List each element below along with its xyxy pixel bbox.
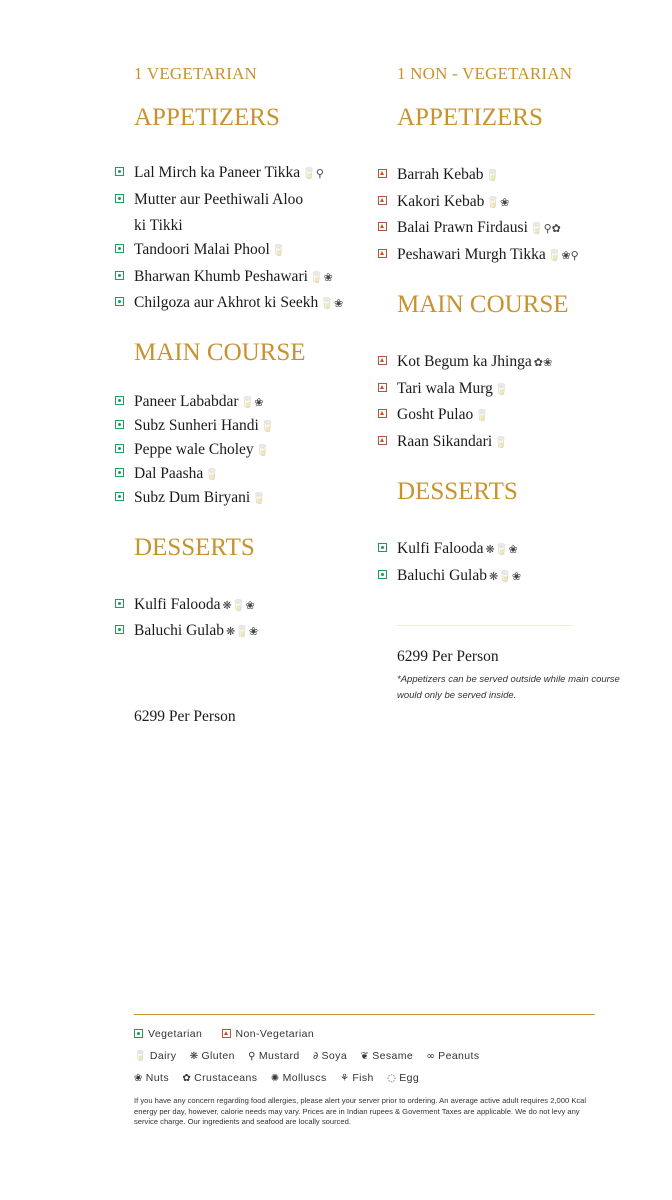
- divider: [397, 625, 573, 626]
- section-title-appetizers: APPETIZERS: [397, 104, 543, 131]
- menu-item: [397, 429, 508, 456]
- allergen-icons: 🥛❀⚲: [547, 249, 579, 262]
- menu-item: [397, 402, 489, 429]
- veg-marker-icon: [378, 543, 387, 552]
- category-vegetarian: 1 VEGETARIAN: [134, 64, 258, 83]
- allergen-icons: ❋🥛❀: [222, 599, 255, 612]
- menu-item: [134, 264, 333, 291]
- nonveg-marker-icon: [378, 409, 387, 418]
- nonveg-marker-icon: [222, 1029, 231, 1038]
- allergen-icons: 🥛: [205, 468, 219, 481]
- peanut-icon: ∞: [426, 1051, 436, 1062]
- fish-icon: ⚘: [339, 1073, 350, 1084]
- legend-dairy: 🥛 Dairy: [134, 1050, 177, 1062]
- item-name: ki Tikki: [134, 217, 183, 234]
- soy-bean-icon: ∂: [312, 1051, 319, 1062]
- price: 6299 Per Person: [134, 708, 236, 725]
- item-name: Mutter aur Peethiwali Aloo: [134, 191, 304, 208]
- veg-marker-icon: [115, 625, 124, 634]
- item-name: Paneer Lababdar: [134, 393, 239, 410]
- menu-item: [134, 592, 255, 619]
- allergen-icons: 🥛: [494, 383, 509, 396]
- allergen-icons: 🥛❀: [486, 196, 510, 209]
- item-name: Bharwan Khumb Peshawari: [134, 268, 308, 285]
- item-name: Dal Paasha: [134, 465, 204, 482]
- item-name: Lal Mirch ka Paneer Tikka: [134, 164, 301, 181]
- menu-item: [134, 485, 266, 512]
- item-name: Subz Sunheri Handi: [134, 417, 259, 434]
- menu-item: [397, 376, 509, 403]
- allergen-icons: ❋🥛❀: [225, 625, 259, 638]
- item-name: Baluchi Gulab: [397, 567, 487, 584]
- item-name: Kakori Kebab: [397, 193, 485, 210]
- legend-row-diet: [134, 1028, 324, 1040]
- allergen-icons: ✿❀: [533, 356, 553, 369]
- veg-marker-icon: [115, 599, 124, 608]
- item-name: Chilgoza aur Akhrot ki Seekh: [134, 294, 319, 311]
- legend-egg: ◌ Egg: [387, 1072, 420, 1084]
- veg-marker-icon: [115, 167, 124, 176]
- legend-crustaceans: ✿ Crustaceans: [182, 1072, 258, 1084]
- item-name: Peppe wale Choley: [134, 441, 254, 458]
- shell-icon: ✺: [270, 1073, 280, 1084]
- item-name: Baluchi Gulab: [134, 622, 224, 639]
- allergen-icons: 🥛: [494, 436, 508, 449]
- allergen-icons: 🥛: [255, 444, 270, 457]
- menu-item: [134, 290, 343, 317]
- veg-marker-icon: [115, 396, 124, 405]
- section-title-main-course: MAIN COURSE: [397, 291, 569, 318]
- section-title-desserts: DESSERTS: [397, 478, 518, 505]
- veg-marker-icon: [378, 570, 387, 579]
- allergen-icons: 🥛: [485, 169, 500, 182]
- veg-marker-icon: [115, 420, 124, 429]
- menu-item: [397, 162, 499, 189]
- legend-peanuts: ∞ Peanuts: [426, 1050, 480, 1062]
- veg-marker-icon: [115, 468, 124, 477]
- service-note: *Appetizers can be served outside while main course would only be served inside.: [397, 674, 620, 701]
- category-non-vegetarian: 1 NON - VEGETARIAN: [397, 64, 573, 83]
- section-title-main-course: MAIN COURSE: [134, 339, 306, 366]
- item-name: Barrah Kebab: [397, 166, 484, 183]
- item-name: Tandoori Malai Phool: [134, 241, 270, 258]
- menu-item: [134, 437, 269, 464]
- allergen-icons: 🥛❀: [320, 297, 344, 310]
- nonveg-marker-icon: [378, 249, 387, 258]
- menu-item: [134, 413, 275, 440]
- legend-nuts: ❀ Nuts: [134, 1072, 169, 1084]
- nonveg-marker-icon: [378, 222, 387, 231]
- item-name: Kot Begum ka Jhinga: [397, 353, 532, 370]
- menu-item: [397, 189, 509, 216]
- sesame-icon: ❦: [360, 1051, 370, 1062]
- milk-bottle-icon: 🥛: [134, 1051, 147, 1062]
- menu-item: [134, 389, 264, 416]
- menu-item-continued: [134, 213, 183, 239]
- menu-item: [134, 461, 219, 488]
- menu-item: [397, 242, 579, 269]
- item-name: Kulfi Falooda: [397, 540, 484, 557]
- veg-marker-icon: [115, 297, 124, 306]
- disclaimer-text: If you have any concern regarding food allergies, please alert your server prior to ordering. An average active adult requires 2,000 Kcal energy per day, however, calorie needs may vary. Prices are in Indian rupees & Goverment Taxes are applicable. We do not levy any service charge. Our ingredients and seafood are locally sourced.: [134, 1096, 587, 1126]
- price: 6299 Per Person: [397, 648, 499, 665]
- menu-item: [134, 160, 324, 187]
- item-name: Balai Prawn Firdausi: [397, 219, 528, 236]
- item-name: Tari wala Murg: [397, 380, 493, 397]
- menu-item: [134, 618, 258, 645]
- allergen-icons: ❋🥛❀: [485, 543, 518, 556]
- nonveg-marker-icon: [378, 383, 387, 392]
- legend-non-vegetarian: Non-Vegetarian: [222, 1028, 315, 1040]
- legend-fish: ⚘ Fish: [339, 1072, 374, 1084]
- menu-item: [397, 536, 518, 563]
- item-name: Peshawari Murgh Tikka: [397, 246, 546, 263]
- nonveg-marker-icon: [378, 196, 387, 205]
- legend-row-allergens-1: [134, 1050, 490, 1062]
- allergen-icons: 🥛⚲: [302, 167, 324, 180]
- legend-sesame: ❦ Sesame: [360, 1050, 414, 1062]
- item-name: Gosht Pulao: [397, 406, 474, 423]
- legend-molluscs: ✺ Molluscs: [270, 1072, 327, 1084]
- legend-vegetarian: Vegetarian: [134, 1028, 202, 1040]
- veg-marker-icon: [115, 244, 124, 253]
- legend-soya: ∂ Soya: [312, 1050, 348, 1062]
- allergen-icons: 🥛❀: [240, 396, 264, 409]
- wheat-icon: ❋: [189, 1051, 199, 1062]
- item-name: Subz Dum Biryani: [134, 489, 251, 506]
- veg-marker-icon: [134, 1029, 143, 1038]
- veg-marker-icon: [115, 194, 124, 203]
- egg-icon: ◌: [387, 1073, 397, 1084]
- menu-item: [397, 563, 521, 590]
- legend-row-allergens-2: [134, 1072, 429, 1084]
- veg-marker-icon: [115, 271, 124, 280]
- allergen-icons: ❋🥛❀: [488, 570, 522, 583]
- nonveg-marker-icon: [378, 356, 387, 365]
- section-title-appetizers: APPETIZERS: [134, 104, 280, 131]
- nonveg-marker-icon: [378, 436, 387, 445]
- menu-item: [134, 187, 303, 213]
- section-title-desserts: DESSERTS: [134, 534, 255, 561]
- menu-item: [397, 349, 552, 376]
- allergen-icons: 🥛⚲✿: [529, 222, 561, 235]
- legend-mustard: ⚲ Mustard: [248, 1050, 300, 1062]
- veg-marker-icon: [115, 492, 124, 501]
- nonveg-marker-icon: [378, 169, 387, 178]
- allergen-icons: 🥛: [252, 492, 266, 505]
- allergen-icons: 🥛: [260, 420, 275, 433]
- allergen-legend: [134, 1014, 595, 1126]
- item-name: Kulfi Falooda: [134, 596, 221, 613]
- veg-marker-icon: [115, 444, 124, 453]
- mustard-icon: ⚲: [248, 1051, 256, 1062]
- nut-icon: ❀: [134, 1073, 143, 1084]
- legend-gluten: ❋ Gluten: [189, 1050, 235, 1062]
- allergen-icons: 🥛: [475, 409, 489, 422]
- menu-item: [397, 215, 561, 242]
- menu-item: [134, 237, 286, 264]
- allergen-icons: 🥛❀: [309, 271, 333, 284]
- crab-icon: ✿: [182, 1073, 192, 1084]
- item-name: Raan Sikandari: [397, 433, 493, 450]
- allergen-icons: 🥛: [271, 244, 286, 257]
